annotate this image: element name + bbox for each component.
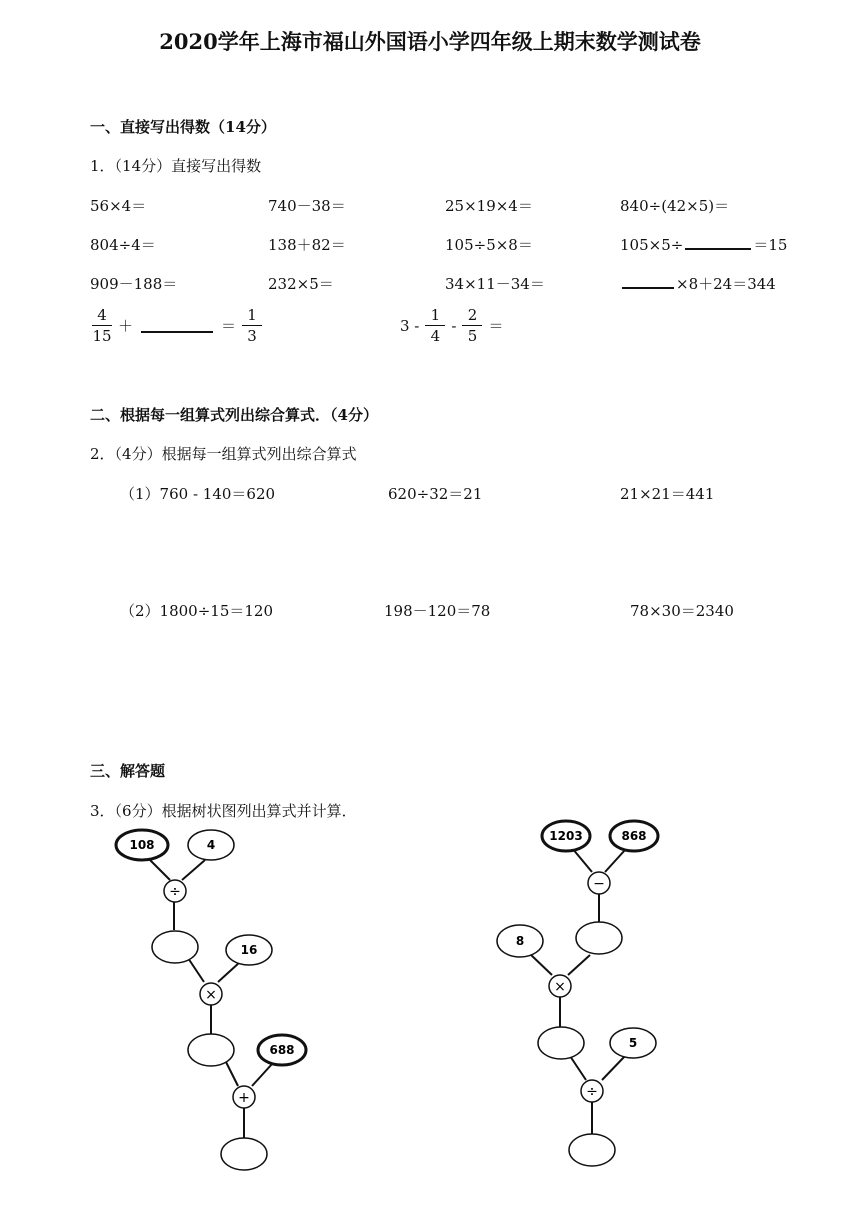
denominator: 5 [467,327,478,345]
equation: 138＋82＝ [268,236,346,254]
numerator: 2 [467,306,478,324]
plus-sign: ＋ [118,317,134,335]
equation: 34×11－34＝ [445,275,545,293]
tree2-operator: − [593,876,605,892]
tree1-value: 16 [240,943,258,957]
tree2-value: 8 [515,934,525,948]
tree1-operator: + [238,1090,250,1106]
tree1-value: 4 [206,838,216,852]
equation: 909－188＝ [90,275,178,293]
equation: 232×5＝ [268,275,334,293]
tree2-operator: ÷ [586,1084,598,1100]
tree1-operator: ÷ [169,884,181,900]
equation-left: 105×5÷ [620,236,684,254]
equation: （2）1800÷15＝120 [120,602,274,620]
tree1-value: 688 [269,1043,295,1057]
section-1-heading: 一、直接写出得数（14分） [90,118,276,136]
denominator: 3 [247,327,257,345]
equation: 56×4＝ [90,197,147,215]
tree1-value: 108 [129,838,155,852]
tree2-empty-node [576,922,622,954]
leading-term: 3 - [400,316,420,335]
numerator: 4 [97,306,107,324]
equation: 198－120＝78 [384,602,491,620]
numerator: 1 [247,306,257,324]
equation: 804÷4＝ [90,236,156,254]
section-3-heading: 三、解答题 [90,762,166,780]
equation: 840÷(42×5)＝ [620,197,730,215]
question-2-label: 2．（4分）根据每一组算式列出综合算式 [90,445,357,463]
tree2-value: 868 [621,829,647,843]
denominator: 4 [430,327,441,345]
denominator: 15 [92,327,112,345]
question-3-label: 3．（6分）根据树状图列出算式并计算． [90,802,357,820]
equals-sign: ＝ [221,317,237,335]
equation: 740－38＝ [268,197,346,215]
equation: 25×19×4＝ [445,197,533,215]
tree1-operator: × [205,987,217,1003]
page-title: 2020学年上海市福山外国语小学四年级上期末数学测试卷 [159,29,701,54]
question-1-label: 1．（14分）直接写出得数 [90,157,262,175]
numerator: 1 [430,306,441,324]
tree2-empty-node [569,1134,615,1166]
tree1-empty-node [152,931,198,963]
equation: 78×30＝2340 [630,602,734,620]
equation: 620÷32＝21 [388,485,483,503]
tree2-value: 1203 [549,829,583,843]
section-2-heading: 二、根据每一组算式列出综合算式．（4分） [90,406,378,424]
equation: 105÷5×8＝ [445,236,533,254]
tree2-operator: × [554,979,566,995]
equals-sign: ＝ [488,317,504,335]
tree2-value: 5 [628,1036,638,1050]
equation-right: ＝15 [753,236,788,254]
equation-right: ×8＋24＝344 [676,275,776,293]
tree1-empty-node [221,1138,267,1170]
equation: （1）760 - 140＝620 [120,485,276,503]
minus-sign: - [451,316,457,335]
tree2-empty-node [538,1027,584,1059]
equation: 21×21＝441 [620,485,715,503]
tree1-empty-node [188,1034,234,1066]
